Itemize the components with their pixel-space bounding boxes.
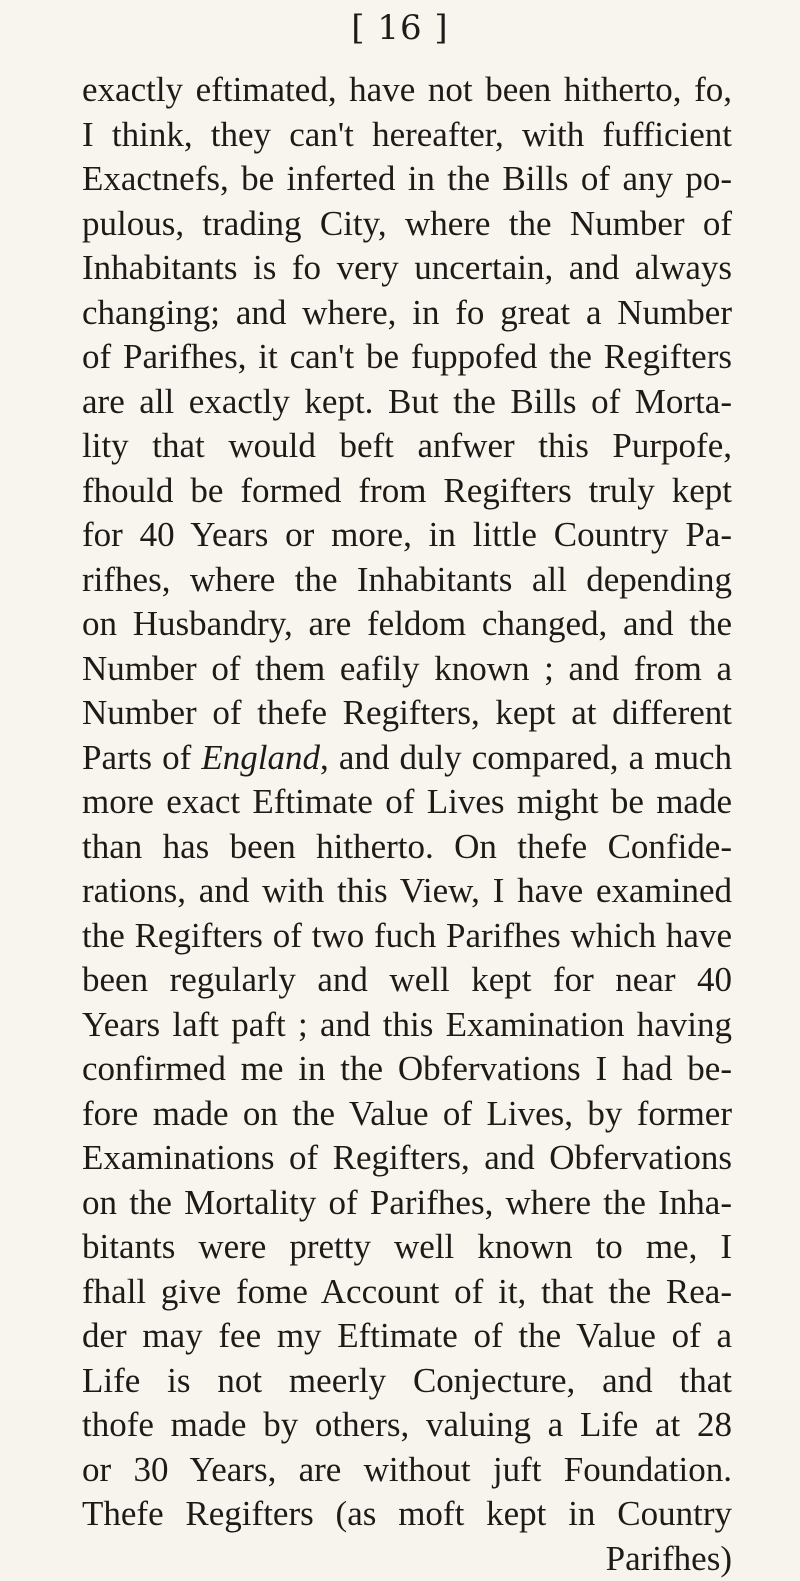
text-line: Life is not meerly Conjecture, and that xyxy=(82,1359,732,1404)
text-line: rifhes, where the Inhabitants all depending xyxy=(82,558,732,603)
text-line: Number of them eafily known ; and from a xyxy=(82,647,732,692)
text-line: for 40 Years or more, in little Country Pa- xyxy=(82,513,732,558)
page-number: [ 16 ] xyxy=(0,8,800,48)
text-line: I think, they can't hereafter, with fufficient xyxy=(82,113,732,158)
text-line: fhall give fome Account of it, that the Rea- xyxy=(82,1270,732,1315)
text-line: der may fee my Eftimate of the Value of a xyxy=(82,1314,732,1359)
text-line: on the Mortality of Parifhes, where the Inha- xyxy=(82,1181,732,1226)
text-line: thofe made by others, valuing a Life at 28 xyxy=(82,1403,732,1448)
text-line: of Parifhes, it can't be fuppofed the Regifters xyxy=(82,335,732,380)
text-line: on Husbandry, are feldom changed, and the xyxy=(82,602,732,647)
text-line: pulous, trading City, where the Number of xyxy=(82,202,732,247)
text-line: Thefe Regifters (as moft kept in Country xyxy=(82,1492,732,1537)
italic-place-name: England xyxy=(201,738,320,777)
text-line: Years laft paft ; and this Examination having xyxy=(82,1003,732,1048)
text-line: changing; and where, in fo great a Number xyxy=(82,291,732,336)
text-line: fore made on the Value of Lives, by former xyxy=(82,1092,732,1137)
text-line: Number of thefe Regifters, kept at different xyxy=(82,691,732,736)
text-line: than has been hitherto. On thefe Confide- xyxy=(82,825,732,870)
text-line: exactly eftimated, have not been hitherto, fo, xyxy=(82,68,732,113)
body-text xyxy=(82,68,732,1581)
text-line: or 30 Years, are without juft Foundation. xyxy=(82,1448,732,1493)
text-line: the Regifters of two fuch Parifhes which have xyxy=(82,914,732,959)
text-line: bitants were pretty well known to me, I xyxy=(82,1225,732,1270)
text-line: fhould be formed from Regifters truly kept xyxy=(82,469,732,514)
text-line: lity that would beft anfwer this Purpofe, xyxy=(82,424,732,469)
text-line: Parts of England, and duly compared, a much xyxy=(82,736,732,781)
text-line: Exactnefs, be inferted in the Bills of any po- xyxy=(82,157,732,202)
catchword: Parifhes) xyxy=(82,1537,732,1581)
text-line: confirmed me in the Obfervations I had be- xyxy=(82,1047,732,1092)
text-line: Examinations of Regifters, and Obfervations xyxy=(82,1136,732,1181)
text-line: Inhabitants is fo very uncertain, and always xyxy=(82,246,732,291)
text-line: are all exactly kept. But the Bills of Morta- xyxy=(82,380,732,425)
text-line: more exact Eftimate of Lives might be made xyxy=(82,780,732,825)
text-line: rations, and with this View, I have examined xyxy=(82,869,732,914)
text-line: been regularly and well kept for near 40 xyxy=(82,958,732,1003)
